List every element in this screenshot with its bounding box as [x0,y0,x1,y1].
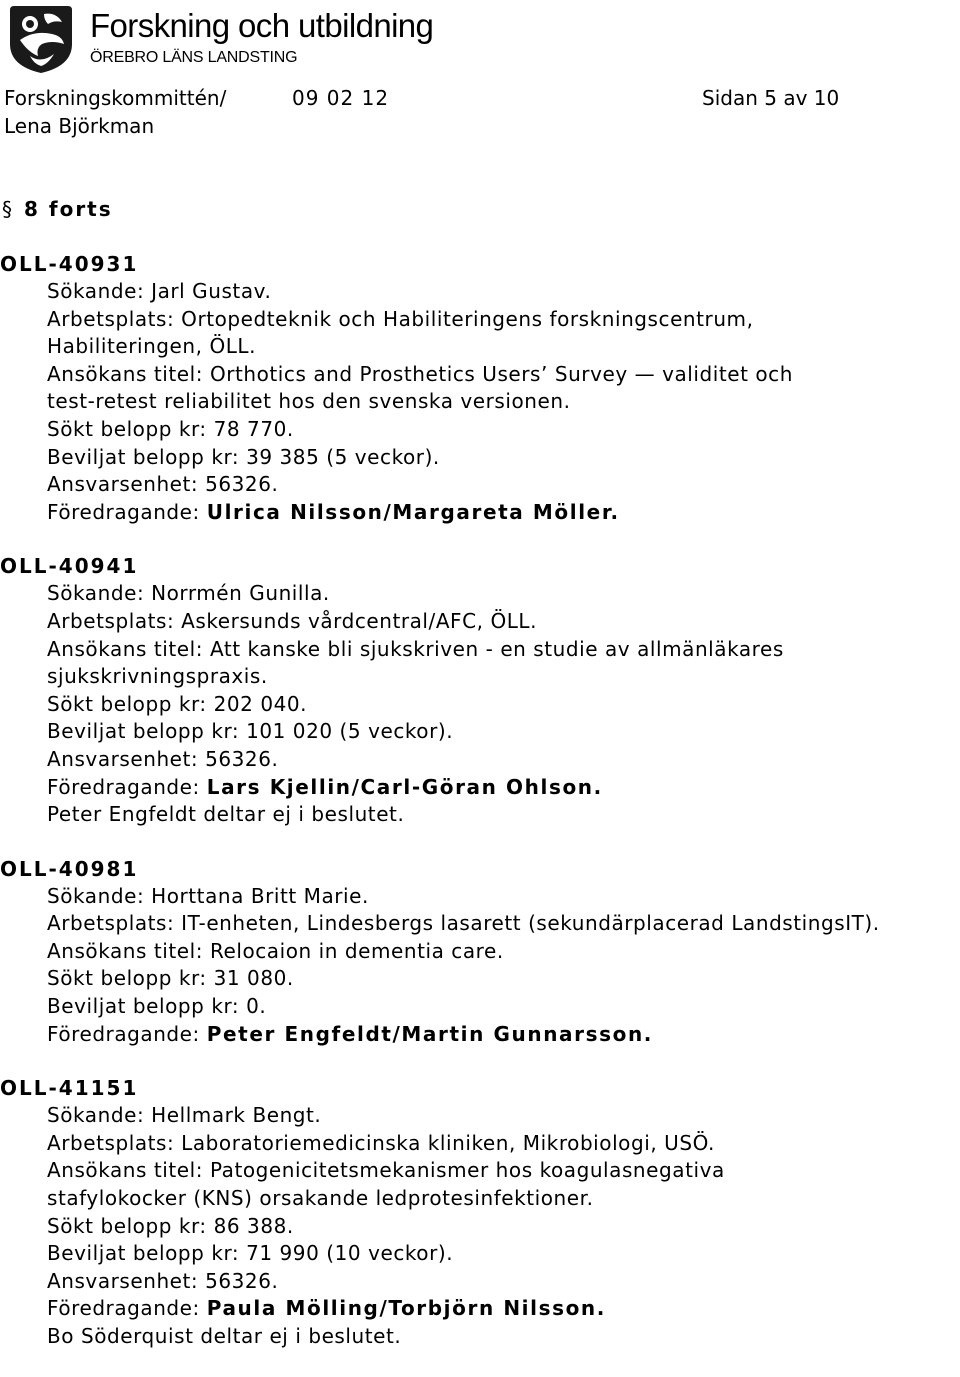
application-title: Ansökans titel: Patogenicitetsmekanismer hos koagulasnegativa [47,1158,725,1183]
presenter-names: Peter Engfeldt/Martin Gunnarsson. [206,1021,653,1046]
presenters [0,1295,960,1323]
header-committee: Forskningskommittén/ [4,86,227,110]
application-title: Ansökans titel: Orthotics and Prosthetics Users’ Survey — validitet och [47,361,793,386]
application-entry [0,855,960,1049]
applicant: Sökande: Horttana Britt Marie. [47,883,369,908]
applicant: Sökande: Norrmén Gunilla. [47,581,330,606]
application-title-continued: test-retest reliabilitet hos den svenska versionen. [47,389,571,414]
header-page-number: Sidan 5 av 10 [702,86,840,110]
presenters [0,774,960,802]
header-date: 09 02 12 [292,86,390,110]
requested-amount: Sökt belopp kr: 31 080. [47,966,294,991]
application-id: OLL-40981 [0,856,139,881]
responsible-unit: Ansvarsenhet: 56326. [47,1268,279,1293]
application-entry [0,552,960,828]
application-entry [0,1074,960,1350]
applicant: Sökande: Jarl Gustav. [47,279,272,303]
application-entry [0,250,960,526]
logo-title: Forskning och utbildning [90,7,434,44]
application-title: Ansökans titel: Att kanske bli sjukskriven - en studie av allmänläkares [47,636,784,661]
responsible-unit: Ansvarsenhet: 56326. [47,746,279,771]
landsting-emblem-icon [8,4,74,74]
granted-amount: Beviljat belopp kr: 39 385 (5 veckor). [47,444,440,469]
application-id: OLL-40941 [0,554,139,579]
presenter-label: Föredragande: [47,1296,200,1321]
application-list [0,250,960,1377]
recusal-note: Peter Engfeldt deltar ej i beslutet. [47,802,405,827]
logo-subtitle: ÖREBRO LÄNS LANDSTING [90,49,298,66]
recusal-note: Bo Söderquist deltar ej i beslutet. [47,1324,402,1348]
workplace: Arbetsplats: Laboratoriemedicinska kliniken, Mikrobiologi, USÖ. [47,1130,715,1155]
header-author: Lena Björkman [4,114,155,138]
workplace: Arbetsplats: Ortopedteknik och Habiliteringens forskningscentrum, [47,306,754,331]
page-header [4,84,954,140]
section-symbol: § [2,197,12,221]
application-id: OLL-40931 [0,252,139,276]
requested-amount: Sökt belopp kr: 202 040. [47,691,308,716]
workplace: Arbetsplats: Askersunds vårdcentral/AFC, ÖLL. [47,608,538,633]
presenters [0,499,960,527]
application-title-continued: sjukskrivningspraxis. [47,664,268,689]
presenter-names: Ulrica Nilsson/Margareta Möller. [206,499,620,524]
section-title: 8 forts [24,197,113,221]
presenter-names: Paula Mölling/Torbjörn Nilsson. [206,1296,606,1321]
workplace-continued: Habiliteringen, ÖLL. [47,334,257,359]
granted-amount: Beviljat belopp kr: 71 990 (10 veckor). [47,1241,454,1266]
application-title-continued: stafylokocker (KNS) orsakande ledprotesinfektioner. [47,1186,594,1211]
presenter-label: Föredragande: [47,1021,200,1046]
workplace: Arbetsplats: IT-enheten, Lindesbergs lasarett (sekundärplacerad LandstingsIT). [47,911,880,936]
section-heading [0,195,113,223]
presenter-label: Föredragande: [47,774,200,799]
granted-amount: Beviljat belopp kr: 101 020 (5 veckor). [47,719,454,744]
application-title: Ansökans titel: Relocaion in dementia care. [47,938,504,963]
application-id: OLL-41151 [0,1076,139,1101]
applicant: Sökande: Hellmark Bengt. [47,1103,322,1128]
presenters [0,1021,960,1049]
granted-amount: Beviljat belopp kr: 0. [47,994,267,1019]
requested-amount: Sökt belopp kr: 78 770. [47,416,294,441]
presenter-label: Föredragande: [47,499,200,524]
presenter-names: Lars Kjellin/Carl-Göran Ohlson. [206,774,603,799]
requested-amount: Sökt belopp kr: 86 388. [47,1213,294,1238]
responsible-unit: Ansvarsenhet: 56326. [47,472,279,497]
logo [8,4,433,76]
